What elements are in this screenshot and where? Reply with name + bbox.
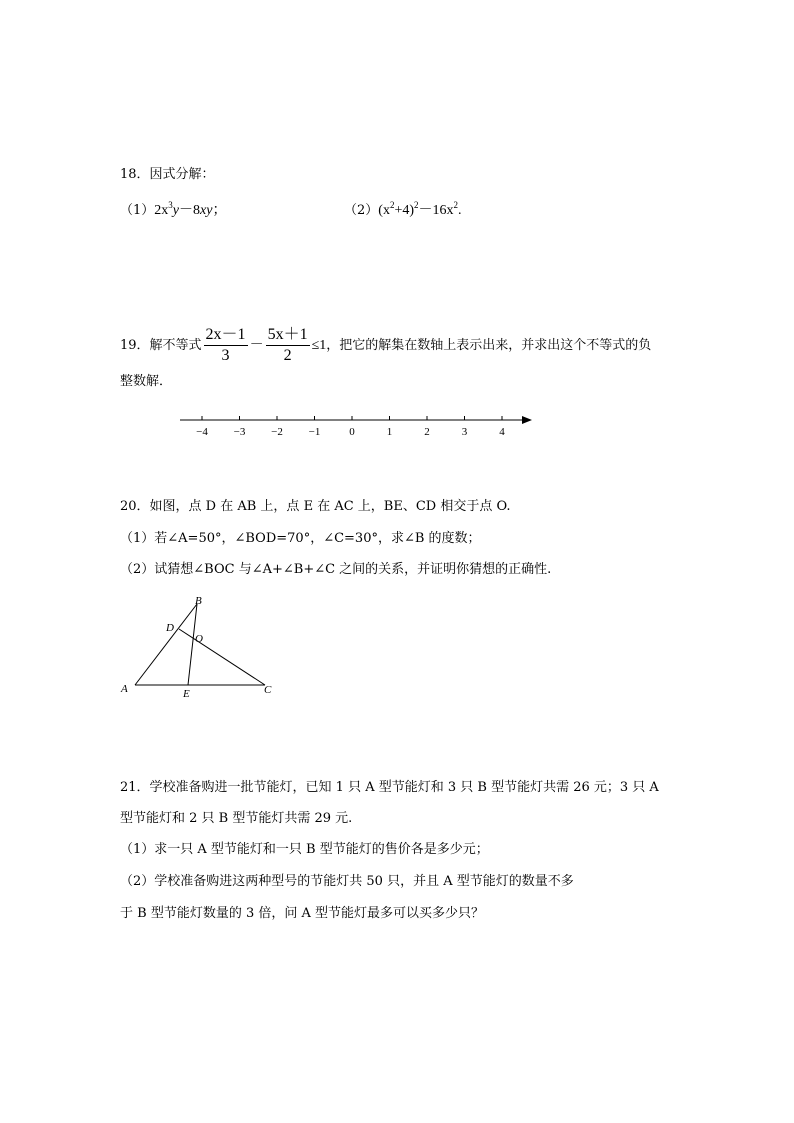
q19-suffix: ，把它的解集在数轴上表示出来，并求出这个不等式的负 (326, 338, 652, 353)
q21-part1: （1）求一只 A 型节能灯和一只 B 型节能灯的售价各是多少元； (120, 842, 489, 857)
q18-part1-label: （1） (120, 203, 155, 218)
number-line-tick-label: −2 (271, 426, 283, 438)
q19-line2: 整数解． (120, 374, 173, 389)
q19-fraction-2: $\frac{5x+1}{2}$ (267, 326, 308, 364)
q21-part2a: （2）学校准备购进这两种型号的节能灯共 50 只，并且 A 型节能灯的数量不多 (120, 874, 574, 889)
q19-fraction-1: $\frac{2x-1}{3}$ (205, 326, 246, 364)
label-c: C (264, 684, 272, 696)
q19-minus: － (249, 338, 264, 353)
q20-part2: （2）试猜想∠BOC 与∠A+∠B+∠C 之间的关系，并证明你猜想的正确性. (120, 562, 552, 577)
q19-number-line (170, 410, 540, 440)
segment-cd (179, 629, 265, 685)
number-line-tick-label: 4 (499, 426, 505, 438)
q19-statement (120, 326, 651, 366)
q18-part2-label: （2） (344, 203, 379, 218)
q19-prefix: 19．解不等式 (120, 338, 202, 353)
number-line-tick-label: 0 (349, 426, 355, 438)
q18-part2-expr: $(x^2+4)^2-16x^2$. (378, 200, 462, 218)
q19-relation: ≤1 (311, 338, 327, 353)
number-line-tick-label: 2 (424, 426, 430, 438)
number-line-tick-label: −1 (308, 426, 321, 438)
q21-line2: 型节能灯和 2 只 B 型节能灯共需 29 元. (120, 811, 353, 826)
q21-part2b: 于 B 型节能灯数量的 3 倍，问 A 型节能灯最多可以买多少只？ (120, 906, 485, 921)
q18-part1 (120, 202, 226, 220)
label-b: B (195, 595, 202, 607)
q18-part1-expr: $2x^3y-8xy$； (154, 200, 227, 218)
q20-part1: （1）若∠A=50°，∠BOD=70°，∠C=30°，求∠B 的度数； (120, 531, 481, 546)
q20-heading: 20．如图，点 D 在 AB 上，点 E 在 AC 上，BE、CD 相交于点 O. (120, 499, 511, 514)
q20-triangle-figure (115, 592, 285, 702)
number-line-tick-label: −4 (196, 426, 208, 438)
q18-heading: 18．因式分解： (120, 167, 215, 182)
label-d: D (166, 622, 174, 634)
number-line-tick-label: 3 (461, 426, 468, 438)
q18-part2 (344, 202, 462, 220)
label-a: A (121, 683, 128, 695)
number-line-arrow (522, 416, 532, 424)
number-line-tick-label: 1 (386, 426, 393, 438)
label-o: O (195, 633, 203, 645)
label-e: E (183, 688, 190, 700)
segment-ab (135, 604, 197, 685)
q21-line1: 21．学校准备购进一批节能灯，已知 1 只 A 型节能灯和 3 只 B 型节能灯共需 26 元；3 只 A (120, 780, 659, 795)
number-line-tick-label: −3 (233, 426, 246, 438)
